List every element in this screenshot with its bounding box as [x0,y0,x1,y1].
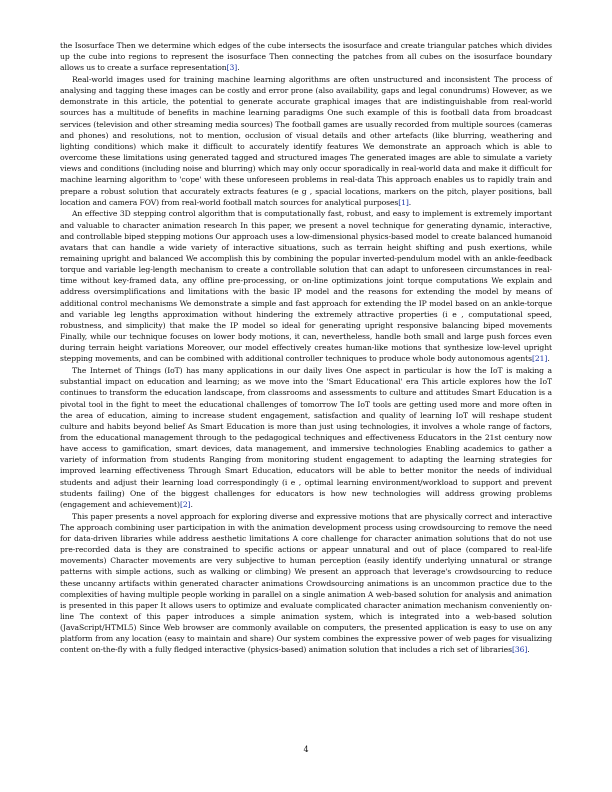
paragraph-end: . [237,63,240,73]
paragraph-isosurface [60,40,552,73]
citation-link[interactable]: [36] [511,645,528,655]
paragraph-text: This paper presents a novel approach for exploring diverse and expressive motions that are physically correct and interactive The approach combining user participation in with the animation development process using crowdsourcing to remove the need for data-driven libraries while address aesthetic limitations A core challenge for character animation solutions that do not use pre-recorded data is they are constrained to specific actions or appear unnatural and out of place (compared to real-life movements) Character movements are very subjective to human perception (easily identify underlying unnatural or strange patterns with simple actions, such as walking or climbing) We present an approach that leverage's crowdsourcing to reduce these uncanny artifacts within generated character animations Crowdsourcing animations is an uncommon practice due to the complexities of having multiple people working in parallel on a single animation A web-based solution for analysis and animation is presented in this paper It allows users to optimize and evaluate complicated character animation mechanism conveniently on-line The context of this paper introduces a simple animation system, which is integrated into a web-based solution (JavaScript/HTML5) Since Web browser are commonly available on computers, the presented application is easy to use on any platform from any location (easy to maintain and share) Our system combines the expressive power of web pages for visualizing content on-the-fly with a fully fledged interactive (physics-based) animation solution that includes a rich set of libraries [60,511,552,655]
paragraph-end: . [547,354,550,364]
paragraph-text: The Internet of Things (IoT) has many applications in our daily lives One aspect in particular is how the IoT is making a substantial impact on education and learning; as we move into the 'Smart Educational' era This article explores how the IoT continues to transform the education landscape, from classrooms and assessments to culture and attitudes Smart Education is a pivotal tool in the fight to meet the educational challenges of tomorrow The IoT tools are getting used more and more often in the area of education, aiming to increase student engagement, satisfaction and quality of learning IoT will reshape student culture and habits beyond belief As Smart Education is more than just using technologies, it involves a whole range of factors, from the educational management through to the pedagogical techniques and effectiveness Educators in the 21st century now have access to gamification, smart devices, data management, and immersive technologies Enabling academics to gather a variety of information from students Ranging from monitoring student engagement to adapting the learning strategies for improved learning effectiveness Through Smart Education, educators will be able to better monitor the needs of individual students and adjust their learning load correspondingly (i e , optimal learning environment/workload to support and prevent students failing) One of the biggest challenges for educators is how new technologies will address growing problems (engagement and achievement) [60,366,552,509]
paragraph-end: . [527,645,530,655]
citation-link[interactable]: [3] [226,63,238,73]
paragraph-iot-education [60,365,552,510]
paragraph-crowdsourcing-animation [60,511,552,656]
citation-link[interactable]: [21] [532,354,548,364]
paragraph-text: An effective 3D stepping control algorithm that is computationally fast, robust, and easy to implement is extremely important and valuable to character animation research In this paper, we present a novel technique for generating dynamic, interactive, and controllable biped stepping motions Our approach uses a low-dimensional physics-based model to create balanced humanoid avatars that can handle a wide variety of interactive situations, such as terrain height shifting and push exertions, while remaining upright and balanced We accomplish this by combining the popular inverted-pendulum model with an ankle-feedback torque and variable leg-length mechanism to create a controllable solution that can adapt to unforeseen circumstances in real-time without key-framed data, any offline pre-processing, or on-line optimizations joint torque computations We explain and address oversimplifications and limitations with the basic IP model and the reasons for extending the model by means of additional control mechanisms We demonstrate a simple and fast approach for extending the IP model based on an ankle-torque and variable leg lengths approximation without hindering the extremely attractive properties (i e , computational speed, robustness, and simplicity) that make the IP model so ideal for generating upright responsive balancing biped movements Finally, while our technique focuses on lower body motions, it can, nevertheless, handle both small and large push forces even during terrain height variations Moreover, our model effectively creates human-like motions that synthesize low-level upright stepping movements, and can be combined with additional controller techniques to produce whole body autonomous agents [60,209,552,364]
paragraph-end: . [408,197,412,207]
paragraph-stepping-control [60,208,552,364]
citation-link[interactable]: [2] [179,499,191,509]
body-text [60,40,552,656]
paragraph-football-images [60,74,552,208]
paragraph-text: the Isosurface Then we determine which edges of the cube intersects the isosurface and create triangular patches which divides up the cube into regions to represent the isosurface Then connecting the patches from all cubes on the isosurface boundary allows us to create a surface representation [60,41,552,73]
paragraph-text: Real-world images used for training machine learning algorithms are often unstructured and inconsistent The process of analysing and tagging these images can be costly and error prone (also availability, gaps and legal conundrums) However, as we demonstrate in this article, the potential to generate accurate graphical images that are indistinguishable from real-world sources has a multitude of benefits in machine learning paradigms One such example of this is football data from broadcast services (television and other streaming media sources) The football games are usually recorded from multiple sources (cameras and phones) and resolutions, not to mention, occlusion of visual details and other artefacts (like blurring, weathering and lighting conditions) which make it difficult to accurately identify features We demonstrate an approach which is able to overcome these limitations using generated tagged and structured images The generated images are able to simulate a variety views and conditions (including noise and blurring) which may only occur sporadically in real-world data and make it difficult for machine learning algorithm to 'cope' with these unforeseen problems in real-data This approach enables us to rapidly train and prepare a robust solution that accurately extracts features (e g , spacial locations, markers on the pitch, player positions, ball location and camera FOV) from real-world football match sources for analytical purposes [60,74,552,207]
citation-link[interactable]: [1] [398,197,409,207]
page-number: 4 [303,745,309,754]
paragraph-end: . [190,499,193,509]
